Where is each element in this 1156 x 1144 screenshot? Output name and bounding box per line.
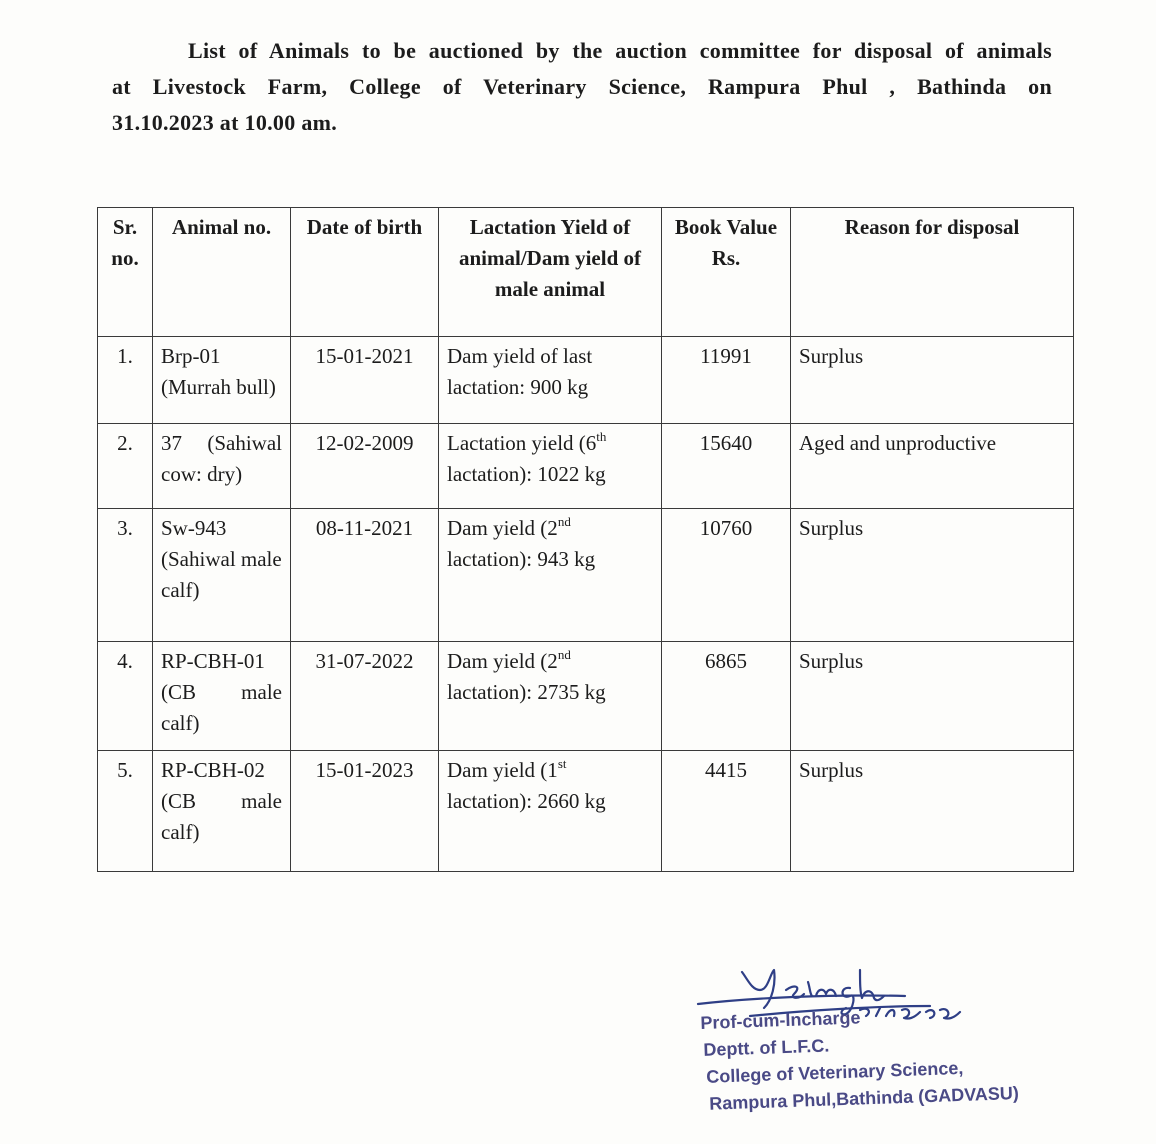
table-row bbox=[98, 424, 1074, 509]
cell-sr-no: 5. bbox=[98, 751, 153, 872]
cell-lactation-yield bbox=[439, 751, 662, 872]
cell-book-value: 11991 bbox=[662, 337, 791, 424]
header-reason-for-disposal: Reason for disposal bbox=[791, 208, 1074, 337]
cell-book-value: 15640 bbox=[662, 424, 791, 509]
cell-date-of-birth: 08-11-2021 bbox=[291, 509, 439, 642]
ordinal-suffix: st bbox=[557, 756, 567, 771]
cell-date-of-birth: 31-07-2022 bbox=[291, 642, 439, 751]
lactation-text-rest: lactation): 1022 kg bbox=[447, 462, 606, 486]
cell-date-of-birth: 15-01-2021 bbox=[291, 337, 439, 424]
cell-sr-no: 4. bbox=[98, 642, 153, 751]
cell-sr-no: 3. bbox=[98, 509, 153, 642]
stamp-designation: Prof-cum-Incharge bbox=[700, 1007, 861, 1033]
cell-reason-for-disposal: Surplus bbox=[791, 642, 1074, 751]
lactation-text: Dam yield (2 bbox=[447, 649, 558, 673]
cell-animal-no: 37 (Sahiwal cow: dry) bbox=[153, 424, 291, 509]
stamp-location: Rampura Phul,Bathinda (GADVASU) bbox=[708, 1082, 1020, 1114]
department-stamp bbox=[700, 999, 1019, 1118]
cell-reason-for-disposal: Surplus bbox=[791, 751, 1074, 872]
lactation-text: Dam yield (1 bbox=[447, 758, 558, 782]
cell-lactation-yield bbox=[439, 642, 662, 751]
cell-lactation-yield bbox=[439, 424, 662, 509]
stamp-college: College of Veterinary Science, bbox=[705, 1057, 964, 1087]
cell-animal-no: RP-CBH-02 (CB male calf) bbox=[153, 751, 291, 872]
cell-lactation-yield bbox=[439, 337, 662, 424]
lactation-text-rest: lactation): 2660 kg bbox=[447, 789, 606, 813]
header-date-of-birth: Date of birth bbox=[291, 208, 439, 337]
ordinal-suffix: nd bbox=[557, 647, 571, 662]
header-sr-no: Sr. no. bbox=[98, 208, 153, 337]
cell-animal-no: Sw-943 (Sahiwal male calf) bbox=[153, 509, 291, 642]
ordinal-suffix: th bbox=[596, 429, 607, 444]
cell-animal-no: RP-CBH-01 (CB male calf) bbox=[153, 642, 291, 751]
cell-book-value: 10760 bbox=[662, 509, 791, 642]
cell-lactation-yield bbox=[439, 509, 662, 642]
lactation-text: Dam yield (2 bbox=[447, 516, 558, 540]
table-header-row bbox=[98, 208, 1074, 337]
stamp-department: Deptt. of L.F.C. bbox=[703, 1035, 830, 1060]
lactation-text: Lactation yield (6 bbox=[447, 431, 597, 455]
auction-animals-table bbox=[97, 207, 1074, 872]
cell-date-of-birth: 15-01-2023 bbox=[291, 751, 439, 872]
cell-date-of-birth: 12-02-2009 bbox=[291, 424, 439, 509]
heading-line-1: List of Animals to be auctioned by the auction committee for disposal of animals bbox=[188, 38, 1052, 63]
cell-animal-no: Brp-01 (Murrah bull) bbox=[153, 337, 291, 424]
heading-line-2: at Livestock Farm, College of Veterinary Science, Rampura Phul , Bathinda on bbox=[112, 74, 1052, 99]
header-animal-no: Animal no. bbox=[153, 208, 291, 337]
cell-sr-no: 2. bbox=[98, 424, 153, 509]
header-book-value: Book Value Rs. bbox=[662, 208, 791, 337]
table-row bbox=[98, 642, 1074, 751]
ordinal-suffix: nd bbox=[557, 514, 571, 529]
table-row bbox=[98, 509, 1074, 642]
lactation-text-rest: lactation): 2735 kg bbox=[447, 680, 606, 704]
cell-reason-for-disposal: Surplus bbox=[791, 337, 1074, 424]
table-row bbox=[98, 337, 1074, 424]
cell-book-value: 4415 bbox=[662, 751, 791, 872]
lactation-text-rest: lactation): 943 kg bbox=[447, 547, 596, 571]
signature-block bbox=[690, 960, 1070, 1140]
lactation-text: Dam yield of last lactation: 900 kg bbox=[447, 344, 593, 399]
cell-reason-for-disposal: Surplus bbox=[791, 509, 1074, 642]
header-lactation-yield: Lactation Yield of animal/Dam yield of male animal bbox=[439, 208, 662, 337]
table-row bbox=[98, 751, 1074, 872]
cell-book-value: 6865 bbox=[662, 642, 791, 751]
document-heading bbox=[112, 33, 1052, 141]
cell-reason-for-disposal: Aged and unproductive bbox=[791, 424, 1074, 509]
heading-line-3: 31.10.2023 at 10.00 am. bbox=[112, 110, 338, 135]
cell-sr-no: 1. bbox=[98, 337, 153, 424]
